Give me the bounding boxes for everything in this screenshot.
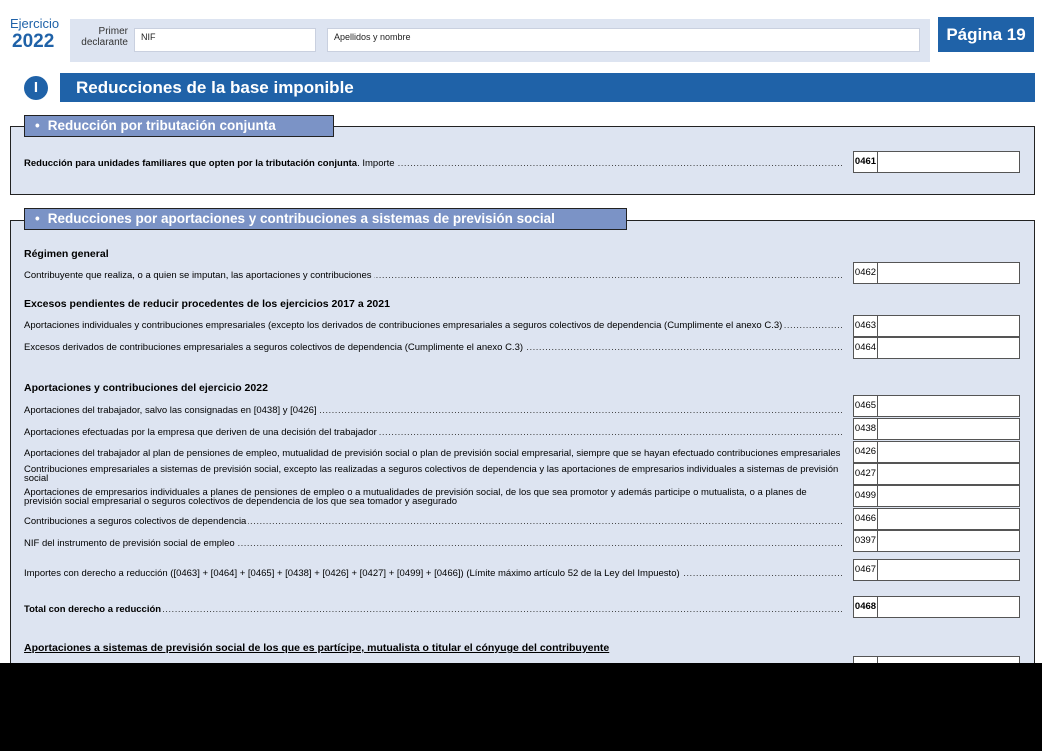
input-0426[interactable]: [878, 441, 1020, 463]
nif-field[interactable]: NIF: [134, 28, 316, 52]
code-0461: 0461: [853, 151, 878, 173]
section-letter-badge: I: [24, 76, 48, 100]
row-0427: Contribuciones empresariales a sistemas de previsión social, excepto las realizadas a seguros colectivos de dependencia y las aportaciones de empresarios individuales a sistemas de previsión social: [24, 465, 839, 484]
row-0465: Aportaciones del trabajador, salvo las consignadas en [0438] y [0426] .....: [24, 406, 842, 416]
code-0468: 0468: [853, 596, 878, 618]
ejercicio-label: Ejercicio: [10, 16, 60, 31]
input-0397[interactable]: [878, 530, 1020, 552]
panel-tab-tributacion-conjunta: • Reducción por tributación conjunta: [24, 115, 334, 137]
row-0467: Importes con derecho a reducción ([0463] + [0464] + [0465] + [0438] + [0426] + [0427] + [0499] + [0466]) (Límite máximo artículo 52 de la Ley del Impuesto) .....: [24, 569, 842, 579]
heading-aportaciones-2022: Aportaciones y contribuciones del ejercicio 2022: [24, 382, 268, 394]
input-0438[interactable]: [878, 418, 1020, 440]
apellidos-nombre-field[interactable]: Apellidos y nombre: [327, 28, 920, 52]
code-0438: 0438: [853, 418, 878, 440]
page-number: Página 19: [938, 17, 1034, 52]
input-0464[interactable]: [878, 337, 1020, 359]
input-0462[interactable]: [878, 262, 1020, 284]
heading-excesos: Excesos pendientes de reducir procedentes de los ejercicios 2017 a 2021: [24, 298, 390, 310]
code-0499: 0499: [853, 485, 878, 507]
input-0465[interactable]: [878, 395, 1020, 417]
code-next: [853, 656, 878, 663]
section-title: Reducciones de la base imponible: [60, 73, 1035, 102]
code-0427: 0427: [853, 463, 878, 485]
input-0463[interactable]: [878, 315, 1020, 337]
heading-regimen-general: Régimen general: [24, 248, 109, 260]
code-0426: 0426: [853, 441, 878, 463]
code-0397: 0397: [853, 530, 878, 552]
code-0462: 0462: [853, 262, 878, 284]
row-0397: NIF del instrumento de previsión social de empleo .....: [24, 539, 842, 549]
row-0462: Contribuyente que realiza, o a quien se imputan, las aportaciones y contribuciones .....: [24, 271, 842, 281]
panel-tab-prevision-social: • Reducciones por aportaciones y contribuciones a sistemas de previsión social: [24, 208, 627, 230]
input-0461[interactable]: [878, 151, 1020, 173]
code-0463: 0463: [853, 315, 878, 337]
row-0499: Aportaciones de empresarios individuales a planes de pensiones de empleo o a mutualidades de previsión social, de los que sea promotor y además participe o mutualista, o a planes de previsión social empresarial o seguros colectivos de dependencia de los que sea tomador y asegurado: [24, 488, 807, 507]
row-0438: Aportaciones efectuadas por la empresa que deriven de una decisión del trabajador .....: [24, 428, 842, 438]
row-0461: Reducción para unidades familiares que opten por la tributación conjunta. Importe .....: [24, 159, 842, 169]
input-next[interactable]: [878, 656, 1020, 663]
row-0463: Aportaciones individuales y contribuciones empresariales (excepto los derivados de contribuciones empresariales a seguros colectivos de dependencia (Cumplimente el anexo C.3) .....: [24, 321, 842, 331]
row-0468: Total con derecho a reducción .....: [24, 605, 842, 615]
input-0499[interactable]: [878, 485, 1020, 507]
row-0464: Excesos derivados de contribuciones empresariales a seguros colectivos de dependencia (Cumplimente el anexo C.3) .....: [24, 343, 842, 353]
code-0464: 0464: [853, 337, 878, 359]
input-0467[interactable]: [878, 559, 1020, 581]
primer-declarante-label: Primer declarante: [81, 26, 128, 48]
input-0427[interactable]: [878, 463, 1020, 485]
code-0466: 0466: [853, 508, 878, 530]
input-0468[interactable]: [878, 596, 1020, 618]
input-0466[interactable]: [878, 508, 1020, 530]
row-0466: Contribuciones a seguros colectivos de dependencia .....: [24, 517, 842, 527]
ejercicio-year: 2022: [12, 31, 55, 52]
code-0465: 0465: [853, 395, 878, 417]
heading-conyuge: Aportaciones a sistemas de previsión social de los que es partícipe, mutualista o titular el cónyuge del contribuyente: [24, 642, 610, 654]
row-0426: Aportaciones del trabajador al plan de pensiones de empleo, mutualidad de previsión social o plan de previsión social empresarial, siempre que se hayan efectuado contribuciones empresariales .....: [24, 449, 842, 459]
code-0467: 0467: [853, 559, 878, 581]
